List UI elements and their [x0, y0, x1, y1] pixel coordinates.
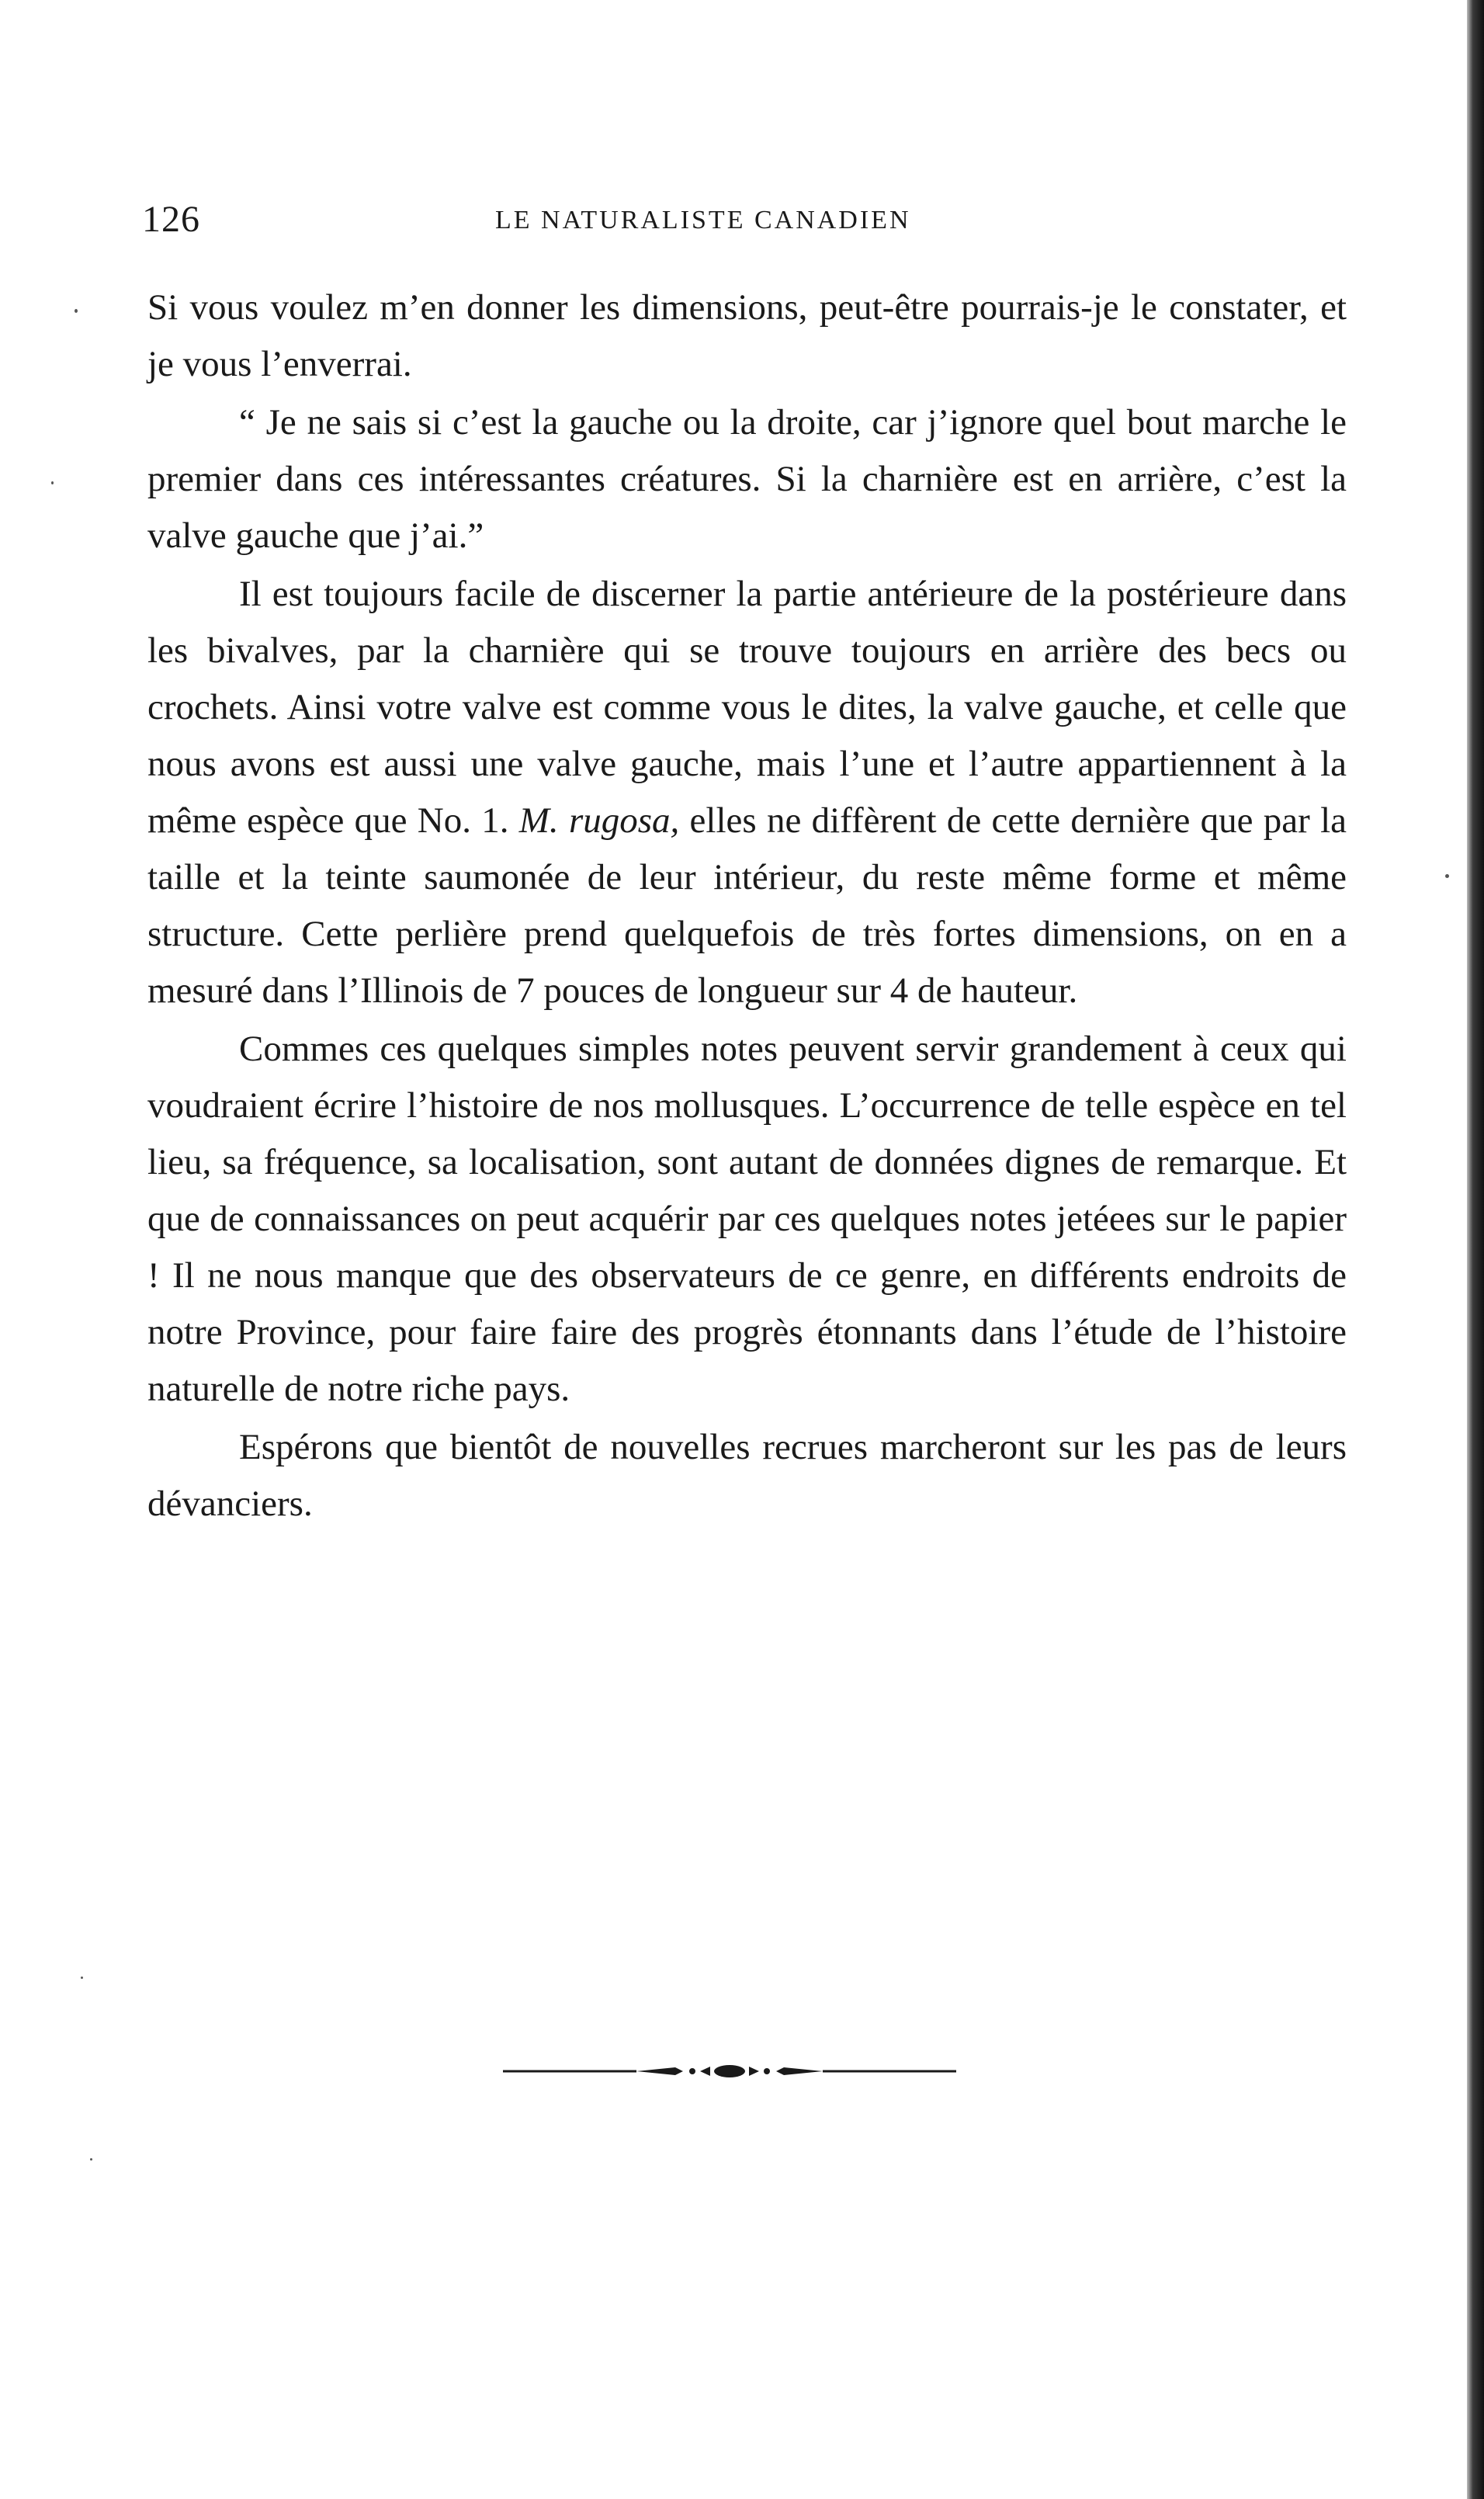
body-text [147, 279, 1347, 1534]
paragraph-3 [147, 566, 1347, 1019]
paragraph-4: Commes ces quelques simples notes peuvent servir grandement à ceux qui voudraient écrire l’histoire de nos mollusques. L’occurrence de telle espèce en tel lieu, sa fréquence, sa localisation, sont autant de données dignes de remarque. Et que de connaissances on peut acquérir par ces quelques notes jetéees sur le papier ! Il ne nous manque que des observateurs de ce genre, en différents endroits de notre Province, pour faire faire des progrès étonnants dans l’étude de l’histoire naturelle de notre riche pays. [147, 1029, 1347, 1409]
paragraph-5: Espérons que bientôt de nouvelles recrues marcheront sur les pas de leurs dévanciers. [147, 1427, 1347, 1524]
species-name: M. rugosa, [518, 800, 680, 841]
running-title: LE NATURALISTE CANADIEN [495, 206, 911, 234]
page-header [142, 198, 1330, 260]
paragraph-1: Si vous voulez m’en donner les dimensions, peut-être pourrais-je le constater, et je vous l’enverrai. [147, 287, 1347, 384]
page-binding-edge [1467, 0, 1484, 2499]
margin-speck [90, 2158, 92, 2161]
paragraph-3-after: elles ne diffèrent de cette dernière que par la taille et la teinte saumonée de leur intérieur, du reste même forme et même structure. Cette perlière prend quelquefois de très fortes dimensions, on en a mesuré dans l’Illinois de 7 pouces de longueur sur 4 de hauteur. [147, 800, 1347, 1011]
margin-speck [1445, 874, 1449, 878]
ornamental-rule-icon [497, 2056, 962, 2087]
paragraph-2: “ Je ne sais si c’est la gauche ou la droite, car j’ignore quel bout marche le premier dans ces intéressantes créatures. Si la charnière est en arrière, c’est la valve gauche que j’ai.” [147, 402, 1347, 556]
margin-speck [75, 309, 78, 313]
paragraph-3-before: Il est toujours facile de discerner la partie antérieure de la postérieure dans les bivalves, par la charnière qui se trouve toujours en arrière des becs ou crochets. Ainsi votre valve est comme vous le dites, la valve gauche, et celle que nous avons est aussi une valve gauche, mais l’une et l’autre appartiennent à la même espèce que No. 1. [147, 574, 1347, 841]
margin-speck [81, 1977, 83, 1979]
page-number: 126 [142, 199, 200, 240]
margin-speck [51, 481, 54, 484]
